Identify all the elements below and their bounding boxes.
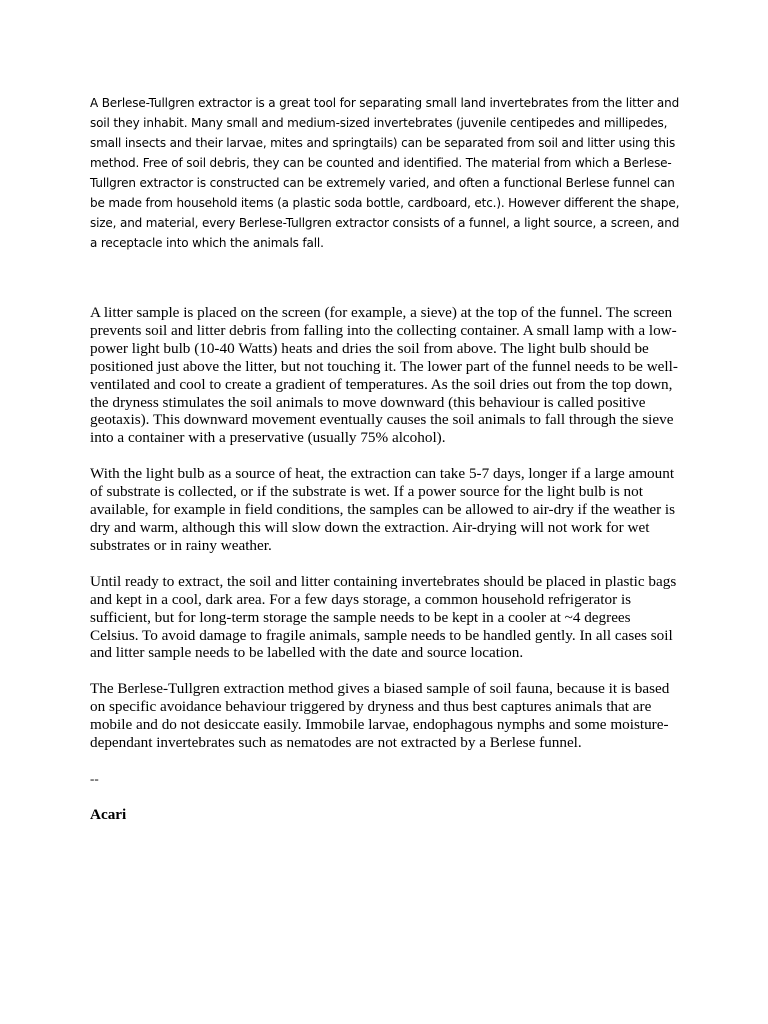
paragraph-method-bias: The Berlese-Tullgren extraction method gives a biased sample of soil fauna, because it is based on specific avoidance behaviour triggered by dryness and thus best captures animals that are mobile and do not desiccate easily. Immobile larvae, endophagous nymphs and some moisture-dependant invertebrates such as nematodes are not extracted by a Berlese funnel. bbox=[90, 680, 670, 752]
section-heading-acari: Acari bbox=[90, 805, 127, 823]
intro-paragraph: A Berlese-Tullgren extractor is a great tool for separating small land invertebrates from the litter and soil they inhabit. Many small and medium-sized invertebrates (juvenile centipedes and millipedes, small insects and their larvae, mites and springtails) can be separated from soil and litter using this method. Free of soil debris, they can be counted and identified. The material from which a Berlese-Tullgren extractor is constructed can be extremely varied, and often a functional Berlese funnel can be made from household items (a plastic soda bottle, cardboard, etc.). However different the shape, size, and material, every Berlese-Tullgren extractor consists of a funnel, a light source, a screen, and a receptacle into which the animals fall. bbox=[90, 96, 680, 250]
paragraph-extraction-duration: With the light bulb as a source of heat, the extraction can take 5-7 days, longer if a large amount of substrate is collected, or if the substrate is wet. If a power source for the light bulb is not available, for example in field conditions, the samples can be allowed to air-dry if the weather is dry and warm, although this will slow down the extraction. Air-drying will not work for wet substrates or in rainy weather. bbox=[90, 465, 676, 554]
body-text bbox=[90, 304, 682, 842]
paragraph-sample-storage: Until ready to extract, the soil and litter containing invertebrates should be placed in plastic bags and kept in a cool, dark area. For a few days storage, a common household refrigerator is sufficient, but for long-term storage the sample needs to be kept in a cooler at ~4 degrees Celsius. To avoid damage to fragile animals, sample needs to be handled gently. In all cases soil and litter sample needs to be labelled with the date and source location. bbox=[90, 572, 677, 662]
paragraph-extraction-process: A litter sample is placed on the screen (for example, a sieve) at the top of the funnel. The screen prevents soil and litter debris from falling into the collecting container. A small lamp with a low-power light bulb (10-40 Watts) heats and dries the soil from above. The light bulb should be positioned just above the litter, but not touching it. The lower part of the funnel needs to be well-ventilated and cool to create a gradient of temperatures. As the soil dries out from the top down, the dryness stimulates the soil animals to move downward (this behaviour is called positive geotaxis). This downward movement eventually causes the soil animals to fall through the sieve into a container with a preservative (usually 75% alcohol). bbox=[90, 304, 678, 447]
section-separator: -- bbox=[90, 770, 99, 786]
